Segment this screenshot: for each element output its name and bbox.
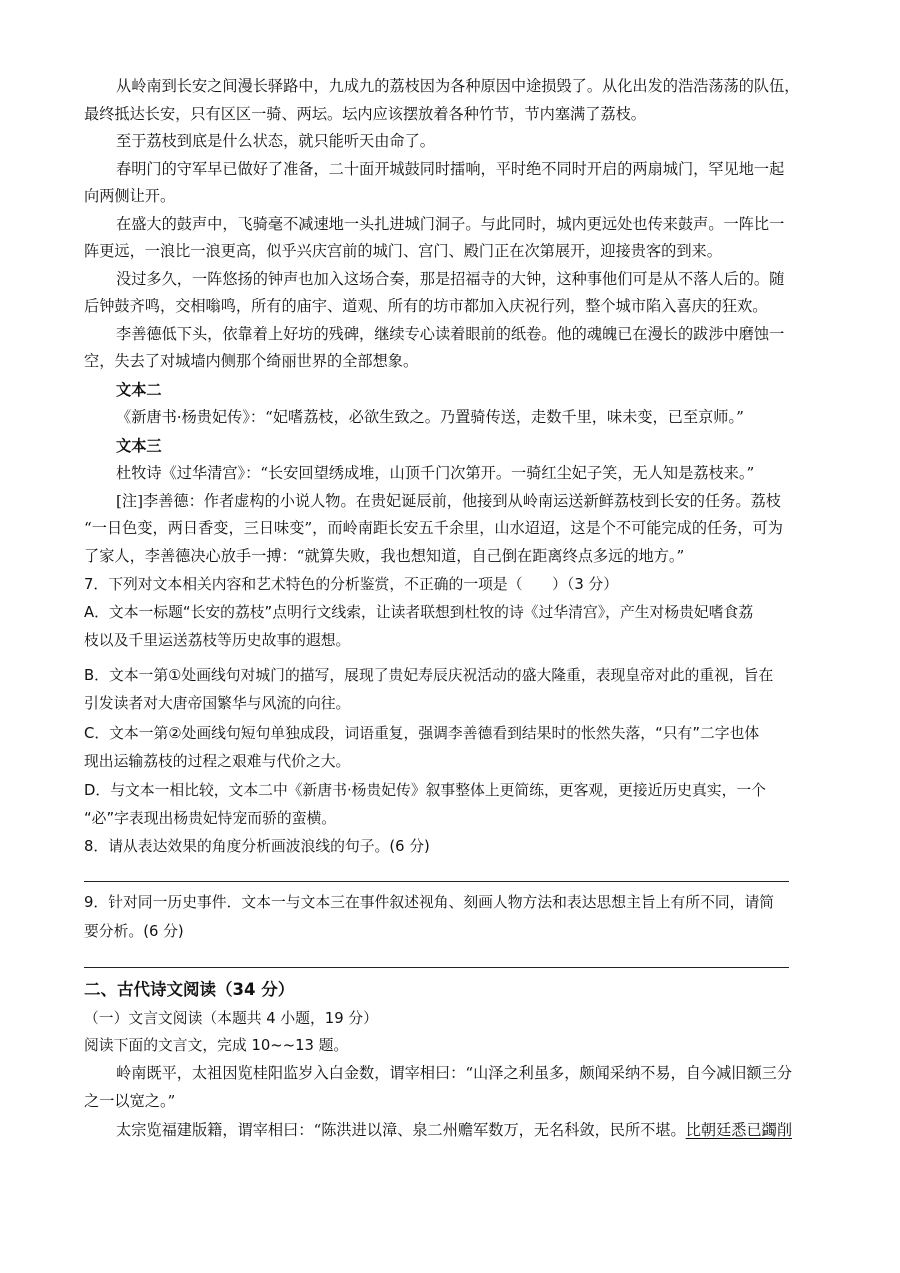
classical-p2-line1	[116, 1120, 824, 1140]
text2-body: 《新唐书·杨贵妃传》：“妃嗜荔枝，必欲生致之。乃置骑传送，走数千里，味未变，已至京师。”	[116, 408, 744, 426]
q9-answer-line	[84, 967, 789, 968]
text3-body: 杜牧诗《过华清宫》：“长安回望绣成堆，山顶千门次第开。一骑红尘妃子笑，无人知是荔枝来。”	[116, 464, 755, 482]
q7-option-a-line2: 枝以及千里运送荔枝等历史故事的遐想。	[84, 632, 351, 649]
text1-p5-line2: 后钟鼓齐鸣，交相嗡鸣，所有的庙宇、道观、所有的坊市都加入庆祝行列，整个城市陷入喜庆的狂欢。	[84, 297, 768, 315]
q7-option-c-line1: C．文本一第②处画线句短句单独成段，词语重复，强调李善德看到结果时的怅然失落，“只有”二字也体	[84, 725, 760, 742]
text1-p4-line2: 阵更远，一浪比一浪更高，似乎兴庆宫前的城门、宫门、殿门正在次第展开，迎接贵客的到来。	[84, 242, 722, 260]
classical-p1-line1: 岭南既平，太祖因览桂阳监岁入白金数，谓宰相曰：“山泽之利虽多，颇闻采纳不易，自今减旧额三分	[116, 1064, 793, 1082]
text1-p1-line1: 从岭南到长安之间漫长驿路中，九成九的荔枝因为各种原因中途损毁了。从化出发的浩浩荡荡的队伍，	[116, 77, 800, 95]
q7-option-d-line1: D．与文本一相比较，文本二中《新唐书·杨贵妃传》叙事整体上更简练，更客观，更接近历史真实，一个	[84, 782, 766, 799]
text2-heading: 文本二	[116, 381, 162, 399]
note-line1: [注]李善德：作者虚构的小说人物。在贵妃诞辰前，他接到从岭南运送新鲜荔枝到长安的任务。荔枝	[116, 492, 781, 510]
section2-heading: 二、古代诗文阅读（34 分）	[84, 980, 295, 999]
text3-heading: 文本三	[116, 437, 162, 455]
q9-line2: 要分析。(6 分)	[84, 923, 184, 940]
classical-p2-text: 太宗览福建版籍，谓宰相曰：“陈洪进以漳、泉二州赡军数万，无名科敛，民所不堪。	[116, 1121, 686, 1139]
classical-p2-underlined-text: 比朝廷悉已蠲削	[685, 1121, 793, 1139]
q7-option-b-line2: 引发读者对大唐帝国繁华与风流的向往。	[84, 695, 351, 712]
classical-p1-line2: 之一以宽之。”	[84, 1092, 176, 1110]
text1-p2: 至于荔枝到底是什么状态，就只能听天由命了。	[116, 132, 435, 150]
section2-instruction: 阅读下面的文言文，完成 10~~13 题。	[84, 1037, 349, 1054]
text1-p1-line2: 最终抵达长安，只有区区一骑、两坛。坛内应该摆放着各种竹节，节内塞满了荔枝。	[84, 105, 646, 123]
text1-p5-line1: 没过多久，一阵悠扬的钟声也加入这场合奏，那是招福寺的大钟，这种事他们可是从不落人后的。随	[116, 270, 785, 288]
q9-line1: 9．针对同一历史事件．文本一与文本三在事件叙述视角、刻画人物方法和表达思想主旨上有所不同，请简	[84, 894, 775, 911]
q7-option-a-line1: A．文本一标题“长安的荔枝”点明行文线索，让读者联想到杜牧的诗《过华清宫》，产生对杨贵妃嗜食荔	[84, 604, 754, 621]
text1-p3-line1: 春明门的守军早已做好了准备，二十面开城鼓同时擂响，平时绝不同时开启的两扇城门，罕见地一起	[116, 160, 785, 178]
text1-p6-line2: 空，失去了对城墙内侧那个绮丽世界的全部想象。	[84, 352, 419, 370]
q7-stem: 7．下列对文本相关内容和艺术特色的分析鉴赏，不正确的一项是（ ）（3 分）	[84, 576, 619, 593]
q7-option-b-line1: B．文本一第①处画线句对城门的描写，展现了贵妃寿辰庆祝活动的盛大隆重，表现皇帝对此的重视，旨在	[84, 667, 774, 684]
q8-stem: 8．请从表达效果的角度分析画波浪线的句子。(6 分)	[84, 838, 430, 855]
note-line3: 了家人，李善德决心放手一搏：“就算失败，我也想知道，自己倒在距离终点多远的地方。”	[84, 547, 685, 565]
text1-p4-line1: 在盛大的鼓声中，飞骑毫不减速地一头扎进城门洞子。与此同时，城内更远处也传来鼓声。一阵比一	[116, 215, 785, 233]
q7-option-d-line2: “必”字表现出杨贵妃恃宠而骄的蛮横。	[84, 810, 337, 827]
q7-option-c-line2: 现出运输荔枝的过程之艰难与代价之大。	[84, 753, 351, 770]
text1-p6-line1: 李善德低下头，依靠着上好坊的残碑，继续专心读着眼前的纸卷。他的魂魄已在漫长的跋涉中磨蚀一	[116, 325, 785, 343]
q8-answer-line	[84, 881, 789, 882]
section2-subheading: （一）文言文阅读（本题共 4 小题，19 分）	[84, 1010, 378, 1027]
text1-p3-line2: 向两侧让开。	[84, 187, 176, 205]
note-line2: “一日色变，两日香变，三日味变”，而岭南距长安五千余里，山水迢迢，这是个不可能完成的任务，可为	[84, 519, 783, 537]
